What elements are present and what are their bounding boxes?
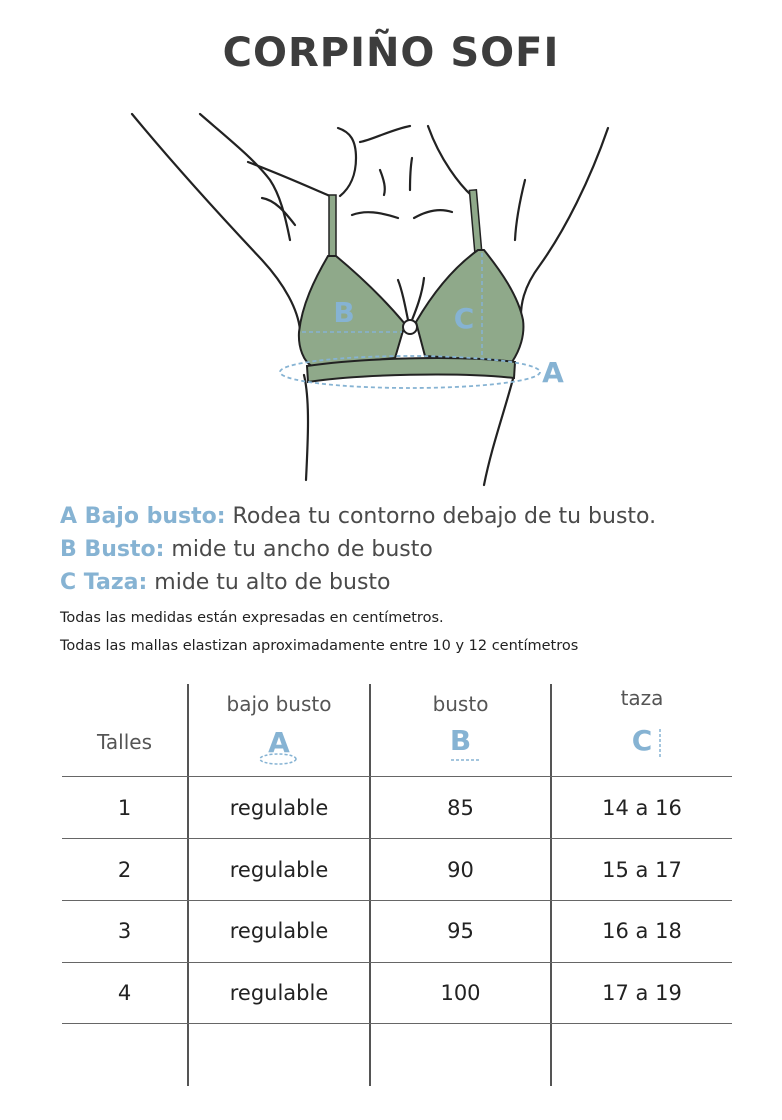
table-cell: 3 <box>117 919 132 943</box>
table-cell: 17 a 19 <box>602 981 682 1005</box>
table-cell: 2 <box>117 858 132 882</box>
table-cell: 4 <box>117 981 132 1005</box>
figure-label-b: B <box>333 296 355 329</box>
table-rule <box>62 838 732 839</box>
figure-label-c: C <box>453 302 475 335</box>
table-rule <box>62 1023 732 1024</box>
table-cell: 16 a 18 <box>602 919 682 943</box>
table-cell: regulable <box>229 858 329 882</box>
header-letter-b: B <box>449 724 472 757</box>
header-talles: Talles <box>97 730 152 754</box>
figure-label-a: A <box>542 356 564 389</box>
table-cell: 100 <box>440 981 481 1005</box>
table-rule <box>62 962 732 963</box>
cup-mini-guide <box>658 728 662 758</box>
underbust-mini-guide <box>258 752 298 766</box>
table-cell: 85 <box>447 796 474 820</box>
table-rule <box>62 900 732 901</box>
left-strap <box>329 195 336 257</box>
table-cell: regulable <box>229 981 329 1005</box>
note-elasticity: Todas las mallas elastizan aproximadamente entre 10 y 12 centímetros <box>60 638 579 654</box>
table-cell: regulable <box>229 919 329 943</box>
table-cell: 95 <box>447 919 474 943</box>
measurement-legend <box>60 500 656 599</box>
legend-item-c: C Taza: mide tu alto de busto <box>60 570 391 595</box>
table-cell: 14 a 16 <box>602 796 682 820</box>
header-taza: taza <box>620 686 664 710</box>
underbust-band <box>307 358 515 382</box>
bra-illustration <box>0 100 782 490</box>
table-cell: regulable <box>229 796 329 820</box>
note-units: Todas las medidas están expresadas en centímetros. <box>60 610 444 626</box>
header-letter-a: A <box>268 726 290 759</box>
table-rule <box>62 776 732 777</box>
table-cell: 1 <box>117 796 132 820</box>
notes <box>60 604 578 660</box>
header-letter-c: C <box>631 724 653 757</box>
size-table <box>62 684 732 1086</box>
center-ring <box>403 320 417 334</box>
table-cell: 15 a 17 <box>602 858 682 882</box>
bust-mini-guide <box>450 758 480 762</box>
page-title: CORPIÑO SOFI <box>222 30 560 76</box>
header-bajo-busto: bajo busto <box>226 692 332 716</box>
legend-item-a: A Bajo busto: Rodea tu contorno debajo de tu busto. <box>60 504 657 529</box>
right-strap <box>469 190 481 252</box>
legend-item-b: B Busto: mide tu ancho de busto <box>60 537 433 562</box>
table-cell: 90 <box>447 858 474 882</box>
header-busto: busto <box>432 692 489 716</box>
